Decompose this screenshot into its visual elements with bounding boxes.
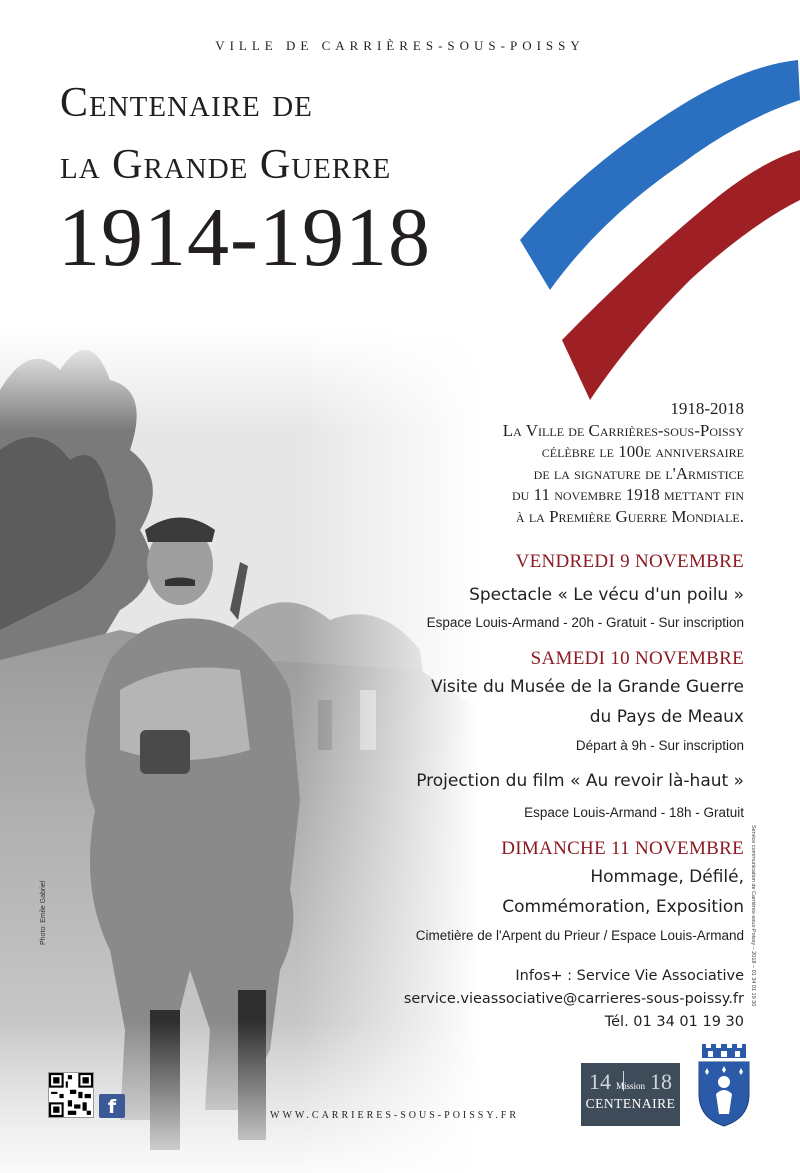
flag-brush-strokes	[510, 40, 800, 420]
mission-centenaire-logo	[581, 1063, 680, 1126]
intro-line: à la Première Guerre Mondiale.	[515, 506, 744, 526]
qr-code-icon[interactable]	[48, 1072, 94, 1118]
saturday-event-details: Départ à 9h - Sur inscription	[575, 738, 744, 753]
title-years: 1914-1918	[58, 191, 431, 284]
sunday-event-title-1: Hommage, Défilé,	[590, 867, 744, 887]
intro-line: de la signature de l'Armistice	[533, 463, 744, 483]
friday-event-details: Espace Louis-Armand - 20h - Gratuit - Sur inscription	[426, 615, 744, 630]
friday-event-title: Spectacle « Le vécu d'un poilu »	[469, 585, 744, 605]
intro-line: célèbre le 100e anniversaire	[541, 442, 744, 461]
saturday-film-details: Espace Louis-Armand - 18h - Gratuit	[524, 805, 744, 820]
intro-text	[344, 398, 744, 527]
logo-centenaire-text: CENTENAIRE	[585, 1096, 676, 1111]
saturday-event-title-1: Visite du Musée de la Grande Guerre	[430, 677, 744, 697]
sunday-event-details: Cimetière de l'Arpent du Prieur / Espace Louis-Armand	[415, 928, 744, 943]
title-line-1: Centenaire de	[60, 80, 313, 126]
photo-credit: Photo: Emile Gabriel	[40, 880, 47, 945]
sunday-event-title-2: Commémoration, Exposition	[502, 897, 744, 917]
contact-service: Infos+ : Service Vie Associative	[515, 968, 744, 984]
saturday-event-title-2: du Pays de Meaux	[589, 707, 744, 727]
facebook-icon[interactable]: f	[99, 1094, 125, 1118]
saturday-film-title: Projection du film « Au revoir là-haut »	[416, 771, 744, 791]
logo-year-right: 18	[650, 1069, 672, 1094]
title-line-2: la Grande Guerre	[60, 142, 392, 188]
logo-year-left: 14	[589, 1069, 611, 1094]
city-crest-icon	[696, 1042, 752, 1128]
website-url[interactable]: WWW.CARRIERES-SOUS-POISSY.FR	[270, 1110, 520, 1121]
logo-mission-text: Mission	[615, 1081, 645, 1091]
side-legal-text: Service communication de Carrières-sous-Poissy – 2018 – 01 34 01 19 30	[750, 825, 756, 1007]
contact-phone: Tél. 01 34 01 19 30	[604, 1014, 744, 1030]
saturday-heading: SAMEDI 10 NOVEMBRE	[530, 648, 744, 669]
intro-line: du 11 novembre 1918 mettant fin	[512, 485, 744, 504]
contact-email[interactable]: service.vieassociative@carrieres-sous-poissy.fr	[403, 991, 744, 1007]
intro-line: La Ville de Carrières-sous-Poissy	[502, 420, 744, 440]
city-name: VILLE DE CARRIÈRES-SOUS-POISSY	[215, 38, 585, 53]
intro-line: 1918-2018	[670, 399, 744, 418]
sunday-heading: DIMANCHE 11 NOVEMBRE	[501, 838, 744, 859]
friday-heading: VENDREDI 9 NOVEMBRE	[515, 551, 744, 572]
